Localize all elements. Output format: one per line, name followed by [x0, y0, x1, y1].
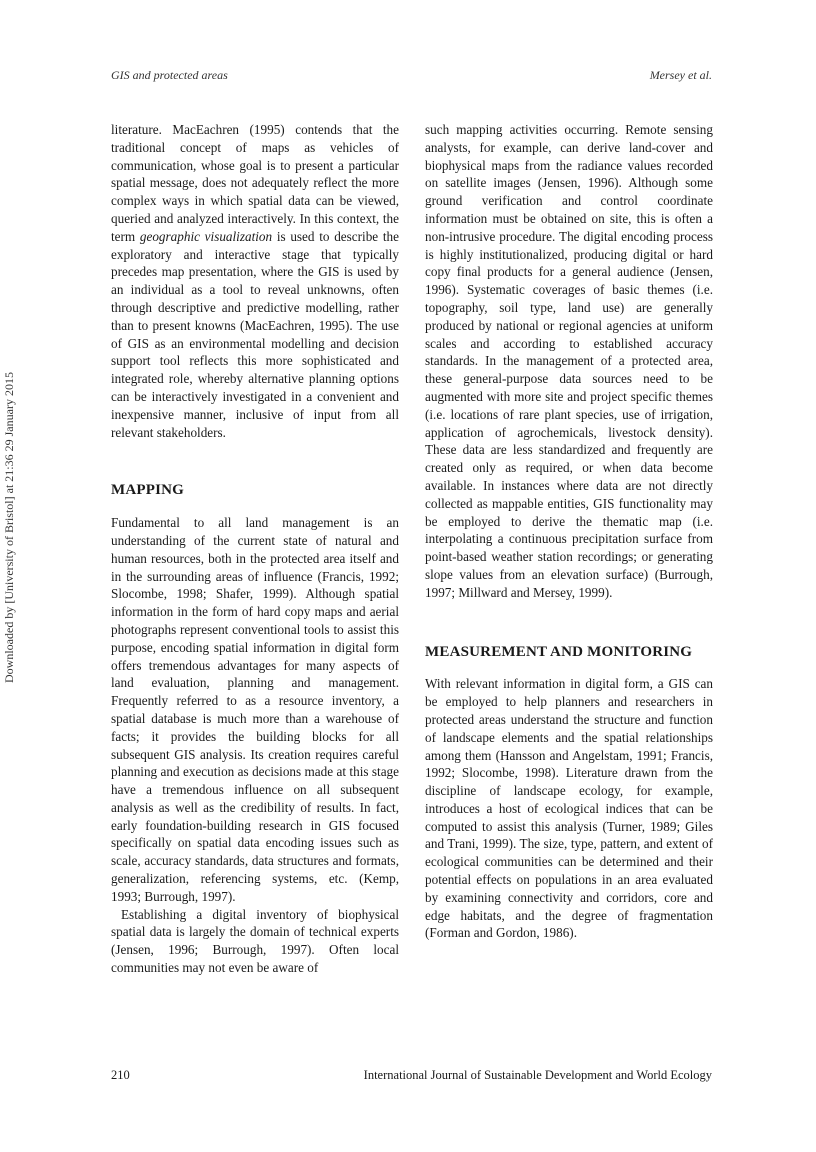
section-heading-mapping: MAPPING: [111, 482, 185, 499]
download-watermark: Downloaded by [University of Bristol] at 21:36 29 January 2015: [2, 372, 16, 684]
journal-title: International Journal of Sustainable Development and World Ecology: [363, 1068, 712, 1082]
left-column: [111, 121, 399, 977]
paragraph-text: literature. MacEachren (1995) contends that the traditional concept of maps as vehicles of communication, whose goal is to present a particular spatial message, does not adequately reflect the more complex ways in which spatial data can be viewed, queried and analyzed interactively. In this context, the term: [111, 122, 399, 244]
page-number: 210: [111, 1068, 130, 1082]
emphasis-term: geographic visualization: [139, 228, 273, 244]
paragraph-visualization: [111, 121, 399, 441]
section-heading-measurement: MEASUREMENT AND MONITORING: [425, 643, 693, 660]
paragraph-mapping: Fundamental to all land management is an understanding of the current state of natural and human resources, both in the protected area itself and in the surrounding areas of influence (Francis, 1992; Slocombe, 1998; Shafer, 1999). Although spatial information in the form of hard copy maps and aerial photographs represent conventional tools to assist this purpose, encoding spatial information in digital form offers tremendous advantages for many aspects of land evaluation, planning and management. Frequently referred to as a resource inventory, a spatial database is much more than a warehouse of facts; it provides the building blocks for all subsequent GIS analysis. Its creation requires careful planning and execution as decisions made at this stage have a tremendous influence on all subsequent analysis as well as the credibility of results. In fact, early foundation-building research in GIS focused specifically on spatial data encoding issues such as scale, accuracy standards, data structures and formats, generalization, referencing systems, etc. (Kemp, 1993; Burrough, 1997).: [111, 515, 399, 904]
paragraph-inventory: Establishing a digital inventory of biophysical spatial data is largely the domain of technical experts (Jensen, 1996; Burrough, 1997). Often local communities may not even be aware of: [111, 906, 399, 976]
paragraph-text: is used to describe the exploratory and interactive stage that typically precedes map presentation, where the GIS is used by an individual as a tool to reveal unknowns, often through descriptive and predictive modelling, rather than to present knowns (MacEachren, 1995). The use of GIS as an environmental modelling and decision support tool reflects this more sophisticated and integrated role, whereby alternative planning options can be interactively investigated in a convenient and inexpensive manner, inclusive of input from all relevant stakeholders.: [111, 228, 399, 440]
paragraph-mapping-activities: such mapping activities occurring. Remote sensing analysts, for example, can derive land-cover and biophysical maps from the radiance values recorded on satellite images (Jensen, 1996). Although some ground verification and control coordinate information must be obtained on site, this is often a non-intrusive procedure. The digital encoding process is highly institutionalized, producing digital or hard copy final products for a general audience (Jensen, 1996). Systematic coverages of basic themes (i.e. topography, soil type, land use) are generally produced by national or regional agencies at uniform scales and according to established accuracy standards. In the management of a protected area, these general-purpose data sources need to be augmented with more site and project specific themes (i.e. locations of rare plant species, use of irrigation, application of agrochemicals, livestock density). These data are less standardized and frequently are created only as required, or when data become available. In instances where data are not directly collected as mappable entities, GIS functionality may be employed to derive the thematic map (i.e. interpolating a continuous precipitation surface from point-based weather station recordings; or generating slope values from an elevation surface) (Burrough, 1997; Millward and Mersey, 1999).: [425, 122, 713, 600]
paragraph-measurement: With relevant information in digital form, a GIS can be employed to help planners and researchers in protected areas understand the structure and function of landscape elements and the spatial relationships among them (Hansson and Angelstam, 1991; Francis, 1992; Slocombe, 1998). Literature drawn from the discipline of landscape ecology, for example, introduces a host of ecological indices that can be computed to assist this analysis (Turner, 1989; Giles and Trani, 1999). The size, type, pattern, and extent of ecological communities can be determined and their potential effects on populations in an area evaluated by examining connectivity and corridors, core and edge habitats, and the degree of fragmentation (Forman and Gordon, 1986).: [425, 676, 713, 941]
running-head-left: GIS and protected areas: [111, 68, 228, 82]
right-column: [425, 121, 713, 942]
running-head-right: Mersey et al.: [649, 68, 712, 82]
